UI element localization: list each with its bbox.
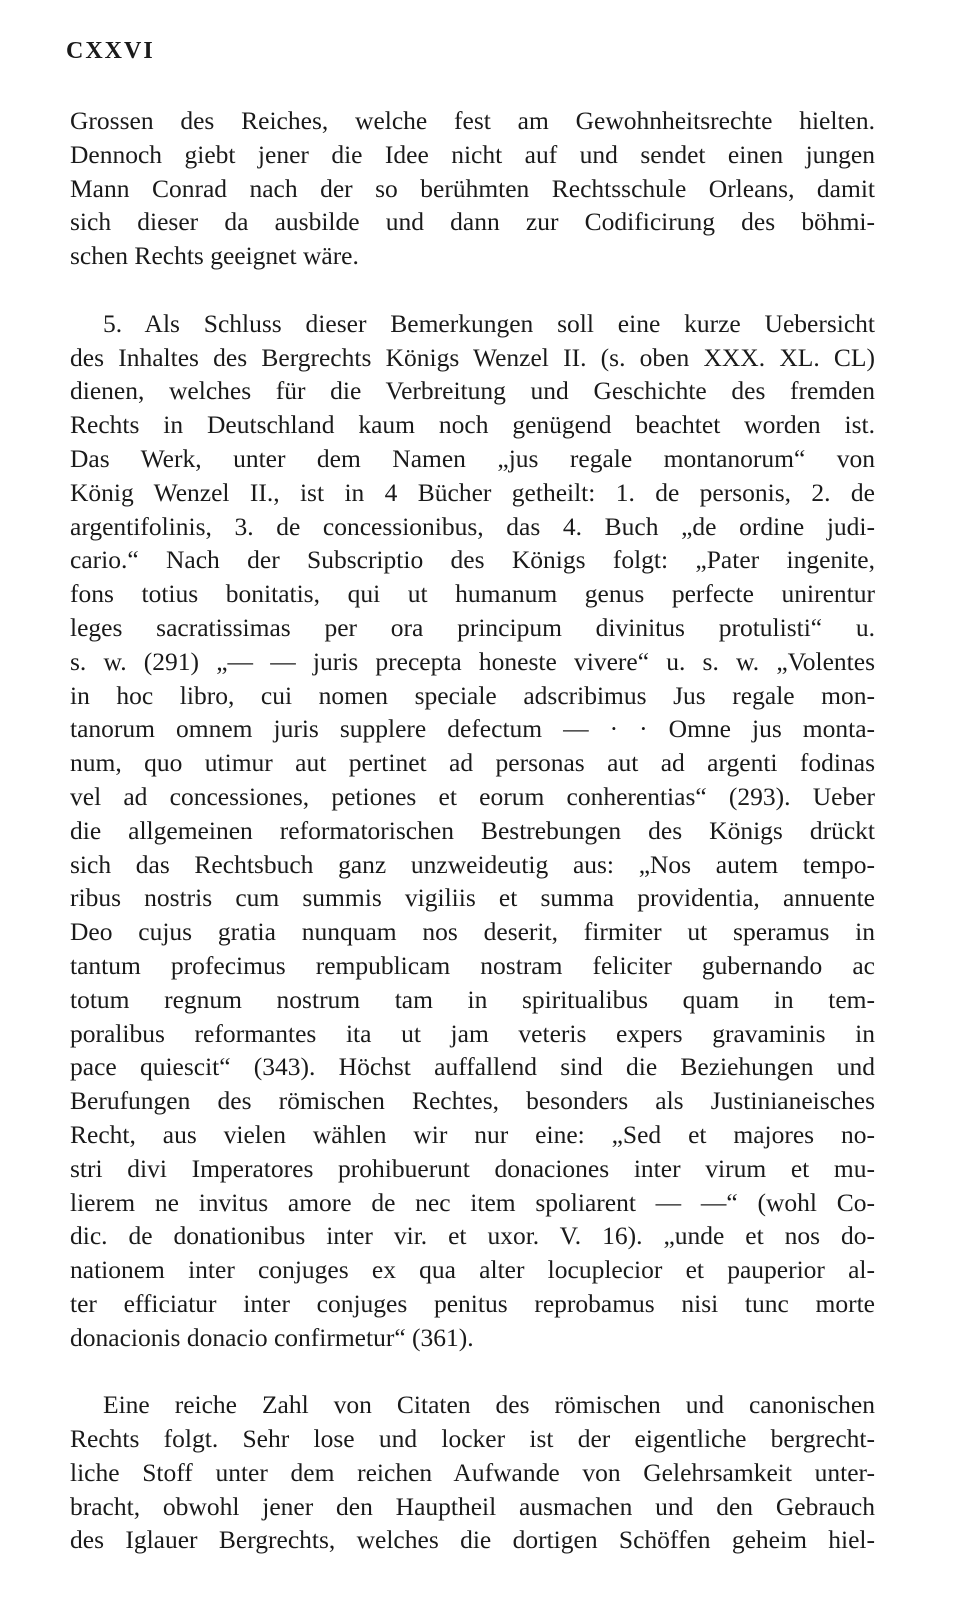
text-line: tantum profecimus rempublicam nostram feliciter gubernando ac xyxy=(70,950,875,980)
text-line: liche Stoff unter dem reichen Aufwande von Gelehrsamkeit unter- xyxy=(70,1457,875,1487)
text-line: s. w. (291) „— — juris precepta honeste vivere“ u. s. w. „Volentes xyxy=(70,646,875,676)
page-number: CXXVI xyxy=(66,38,155,64)
text-line: sich das Rechtsbuch ganz unzweideutig aus: „Nos autem tempo- xyxy=(70,849,875,879)
text-line: Das Werk, unter dem Namen „jus regale montanorum“ von xyxy=(70,443,875,473)
text-line: dic. de donationibus inter vir. et uxor. V. 16). „unde et nos do- xyxy=(70,1221,875,1251)
text-line: donacionis donacio confirmetur“ (361). xyxy=(70,1322,474,1352)
text-line: leges sacratissimas per ora principum divinitus protulisti“ u. xyxy=(70,612,875,642)
paragraph-gap xyxy=(70,1354,875,1388)
text-line: Eine reiche Zahl von Citaten des römischen und canonischen xyxy=(103,1390,875,1420)
text-line: dienen, welches für die Verbreitung und Geschichte des fremden xyxy=(70,376,875,406)
text-line: Rechts folgt. Sehr lose und locker ist der eigentliche bergrecht- xyxy=(70,1424,875,1454)
text-line: 5. Als Schluss dieser Bemerkungen soll eine kurze Uebersicht xyxy=(103,308,875,338)
text-line: Recht, aus vielen wählen wir nur eine: „Sed et majores no- xyxy=(70,1119,875,1149)
text-line: tanorum omnem juris supplere defectum — · · Omne jus monta- xyxy=(70,714,875,744)
text-line: des Iglauer Bergrechts, welches die dortigen Schöffen geheim hiel- xyxy=(70,1525,875,1555)
text-line: cario.“ Nach der Subscriptio des Königs folgt: „Pater ingenite, xyxy=(70,545,875,575)
text-line: die allgemeinen reformatorischen Bestrebungen des Königs drückt xyxy=(70,815,875,845)
text-line: Deo cujus gratia nunquam nos deserit, firmiter ut speramus in xyxy=(70,917,875,947)
text-line: totum regnum nostrum tam in spiritualibus quam in tem- xyxy=(70,984,875,1014)
text-line: Grossen des Reiches, welche fest am Gewohnheitsrechte hielten. xyxy=(70,106,875,135)
text-line: Berufungen des römischen Rechtes, besonders als Justinianeisches xyxy=(70,1086,875,1116)
text-line: fons totius bonitatis, qui ut humanum genus perfecte unirentur xyxy=(70,579,875,609)
text-line: ter efficiatur inter conjuges penitus reprobamus nisi tunc morte xyxy=(70,1288,875,1318)
paragraph xyxy=(70,1388,875,1557)
text-line: bracht, obwohl jener den Hauptheil ausmachen und den Gebrauch xyxy=(70,1491,875,1521)
text-line: num, quo utimur aut pertinet ad personas aut ad argenti fodinas xyxy=(70,748,875,778)
text-line: Mann Conrad nach der so berühmten Rechtsschule Orleans, damit xyxy=(70,173,875,203)
text-line: des Inhaltes des Bergrechts Königs Wenzel II. (s. oben XXX. XL. CL) xyxy=(70,342,875,372)
text-line: Dennoch giebt jener die Idee nicht auf und sendet einen jungen xyxy=(70,139,875,169)
text-line: sich dieser da ausbilde und dann zur Codificirung des böhmi- xyxy=(70,207,875,237)
text-line: stri divi Imperatores prohibuerunt donaciones inter virum et mu- xyxy=(70,1153,875,1183)
text-line: argentifolinis, 3. de concessionibus, das 4. Buch „de ordine judi- xyxy=(70,511,875,541)
text-line: vel ad concessiones, petiones et eorum conherentias“ (293). Ueber xyxy=(70,781,875,811)
text-line: Rechts in Deutschland kaum noch genügend beachtet worden ist. xyxy=(70,410,875,440)
body-text xyxy=(70,104,875,1557)
text-line: lierem ne invitus amore de nec item spoliarent — —“ (wohl Co- xyxy=(70,1187,875,1217)
text-line: poralibus reformantes ita ut jam veteris expers gravaminis in xyxy=(70,1018,875,1048)
text-line: König Wenzel II., ist in 4 Bücher getheilt: 1. de personis, 2. de xyxy=(70,477,875,507)
text-line: nationem inter conjuges ex qua alter locuplecior et pauperior al- xyxy=(70,1255,875,1285)
text-line: in hoc libro, cui nomen speciale adscribimus Jus regale mon- xyxy=(70,680,875,710)
paragraph xyxy=(70,307,875,1355)
paragraph xyxy=(70,104,875,273)
text-line: ribus nostris cum summis vigiliis et summa providentia, annuente xyxy=(70,883,875,913)
text-line: schen Rechts geeignet wäre. xyxy=(70,241,359,271)
text-line: pace quiescit“ (343). Höchst auffallend sind die Beziehungen und xyxy=(70,1052,875,1082)
paragraph-gap xyxy=(70,273,875,307)
